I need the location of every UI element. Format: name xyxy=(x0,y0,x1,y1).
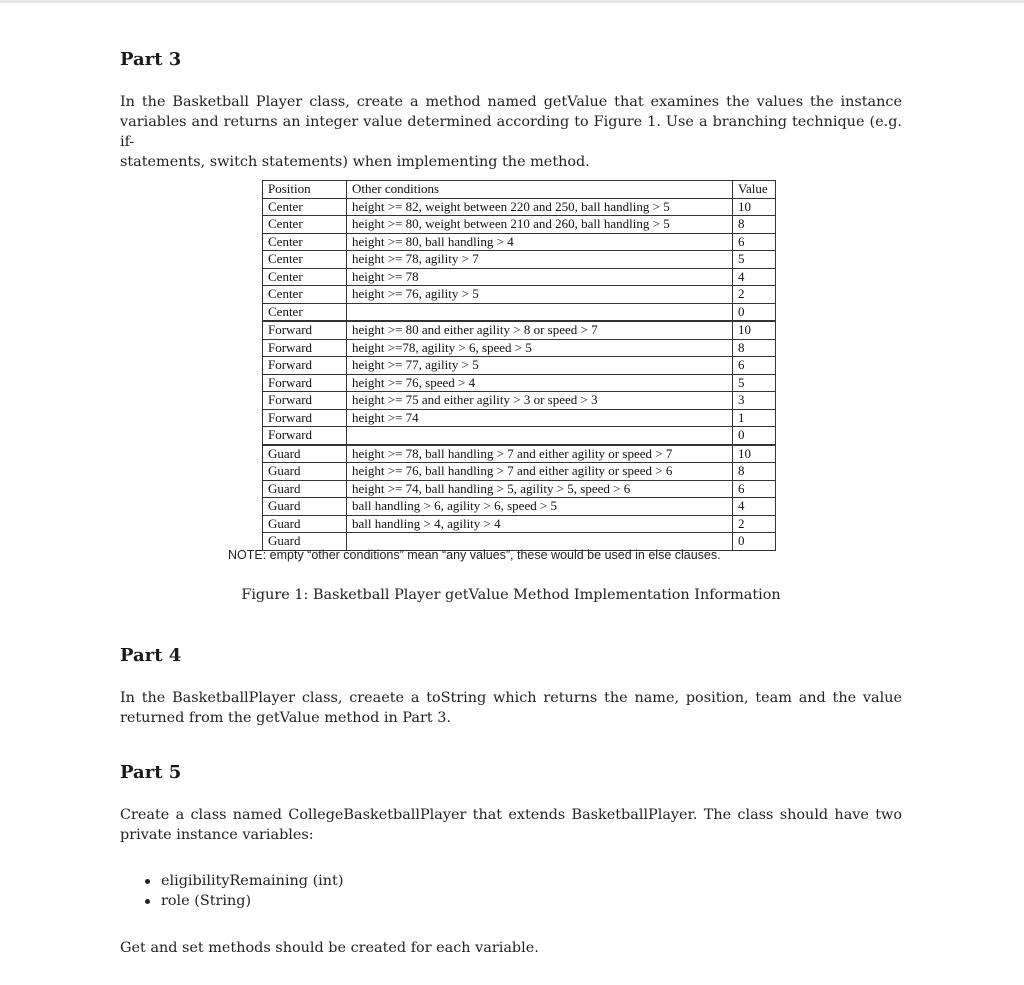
list-item-text: role (String) xyxy=(161,893,252,909)
bullet-icon xyxy=(145,899,150,904)
table-row xyxy=(263,233,776,251)
cell-value: 10 xyxy=(733,445,776,463)
cell-conditions: ball handling > 4, agility > 4 xyxy=(347,515,733,533)
cell-value: 2 xyxy=(733,515,776,533)
cell-value: 5 xyxy=(733,251,776,269)
cell-value: 3 xyxy=(733,392,776,410)
cell-position: Forward xyxy=(263,374,347,392)
cell-value: 0 xyxy=(733,533,776,551)
cell-value: 10 xyxy=(733,321,776,339)
table-row xyxy=(263,427,776,445)
cell-value: 5 xyxy=(733,374,776,392)
cell-position: Guard xyxy=(263,533,347,551)
cell-position: Guard xyxy=(263,463,347,481)
cell-conditions: height >= 74 xyxy=(347,409,733,427)
cell-position: Guard xyxy=(263,498,347,516)
cell-conditions: height >= 78, agility > 7 xyxy=(347,251,733,269)
part3-line-1: In the Basketball Player class, create a method named getValue that examines the values the instance xyxy=(120,94,902,110)
table-row xyxy=(263,216,776,234)
table-row xyxy=(263,515,776,533)
cell-value: 8 xyxy=(733,216,776,234)
cell-value: 8 xyxy=(733,463,776,481)
table-body xyxy=(263,198,776,550)
table-row xyxy=(263,409,776,427)
part5-closing-text: Get and set methods should be created for each variable. xyxy=(120,940,539,956)
table-row xyxy=(263,198,776,216)
cell-position: Forward xyxy=(263,392,347,410)
table-row xyxy=(263,498,776,516)
cell-position: Center xyxy=(263,268,347,286)
cell-conditions: height >= 76, ball handling > 7 and either agility or speed > 6 xyxy=(347,463,733,481)
cell-value: 0 xyxy=(733,303,776,321)
cell-position: Forward xyxy=(263,409,347,427)
table-row xyxy=(263,268,776,286)
table-row xyxy=(263,357,776,375)
cell-position: Forward xyxy=(263,321,347,339)
table-row xyxy=(263,445,776,463)
cell-conditions: height >= 80 and either agility > 8 or speed > 7 xyxy=(347,321,733,339)
cell-position: Forward xyxy=(263,357,347,375)
figure-note: NOTE: empty “other conditions” mean “any values”, these would be used in else clauses. xyxy=(228,548,721,562)
cell-conditions: height >= 82, weight between 220 and 250, ball handling > 5 xyxy=(347,198,733,216)
table-row xyxy=(263,463,776,481)
cell-conditions: height >=78, agility > 6, speed > 5 xyxy=(347,339,733,357)
part4-heading: Part 4 xyxy=(120,645,182,666)
figure-caption xyxy=(0,587,1024,603)
cell-conditions: height >= 75 and either agility > 3 or speed > 3 xyxy=(347,392,733,410)
table-row xyxy=(263,480,776,498)
getvalue-figure-table xyxy=(262,180,776,551)
cell-position: Forward xyxy=(263,427,347,445)
part5-heading: Part 5 xyxy=(120,762,182,783)
cell-value: 10 xyxy=(733,198,776,216)
instance-variable-list xyxy=(140,871,343,911)
figure-caption-text: Figure 1: Basketball Player getValue Method Implementation Information xyxy=(241,587,781,603)
cell-conditions: height >= 77, agility > 5 xyxy=(347,357,733,375)
cell-conditions: height >= 80, weight between 210 and 260, ball handling > 5 xyxy=(347,216,733,234)
page-top-border xyxy=(0,0,1024,3)
cell-value: 0 xyxy=(733,427,776,445)
cell-position: Forward xyxy=(263,339,347,357)
table-row xyxy=(263,321,776,339)
cell-conditions xyxy=(347,427,733,445)
cell-position: Center xyxy=(263,233,347,251)
cell-conditions xyxy=(347,303,733,321)
list-item xyxy=(140,891,343,911)
cell-position: Center xyxy=(263,303,347,321)
part3-line-3: statements, switch statements) when implementing the method. xyxy=(120,154,590,170)
table-row xyxy=(263,251,776,269)
part3-heading: Part 3 xyxy=(120,49,182,70)
cell-position: Guard xyxy=(263,515,347,533)
cell-conditions: ball handling > 6, agility > 6, speed > 5 xyxy=(347,498,733,516)
cell-value: 8 xyxy=(733,339,776,357)
table-row xyxy=(263,339,776,357)
header-value: Value xyxy=(733,181,776,199)
part5-closing xyxy=(120,938,902,958)
cell-position: Center xyxy=(263,286,347,304)
cell-conditions: height >= 78, ball handling > 7 and either agility or speed > 7 xyxy=(347,445,733,463)
header-other-conditions: Other conditions xyxy=(347,181,733,199)
part4-line-1: In the BasketballPlayer class, creaete a toString which returns the name, position, team and the value xyxy=(120,690,902,706)
list-item-text: eligibilityRemaining (int) xyxy=(161,873,344,889)
cell-conditions: height >= 76, speed > 4 xyxy=(347,374,733,392)
part3-line-2: variables and returns an integer value determined according to Figure 1. Use a branching technique (e.g. if- xyxy=(120,114,902,150)
cell-value: 2 xyxy=(733,286,776,304)
table-row xyxy=(263,303,776,321)
cell-conditions: height >= 80, ball handling > 4 xyxy=(347,233,733,251)
cell-position: Center xyxy=(263,216,347,234)
cell-conditions: height >= 74, ball handling > 5, agility > 5, speed > 6 xyxy=(347,480,733,498)
part5-line-1: Create a class named CollegeBasketballPlayer that extends BasketballPlayer. The class should have two xyxy=(120,807,902,823)
cell-position: Guard xyxy=(263,445,347,463)
part5-paragraph xyxy=(120,805,902,845)
table-row xyxy=(263,374,776,392)
cell-position: Center xyxy=(263,251,347,269)
table-row xyxy=(263,286,776,304)
part5-line-2: private instance variables: xyxy=(120,827,314,843)
cell-value: 4 xyxy=(733,498,776,516)
part3-paragraph xyxy=(120,92,902,172)
cell-position: Center xyxy=(263,198,347,216)
cell-value: 6 xyxy=(733,480,776,498)
part4-paragraph xyxy=(120,688,902,728)
part4-line-2: returned from the getValue method in Part 3. xyxy=(120,710,451,726)
cell-position: Guard xyxy=(263,480,347,498)
cell-value: 6 xyxy=(733,233,776,251)
table-header-row xyxy=(263,181,776,199)
cell-conditions: height >= 78 xyxy=(347,268,733,286)
cell-value: 1 xyxy=(733,409,776,427)
list-item xyxy=(140,871,343,891)
header-position: Position xyxy=(263,181,347,199)
cell-conditions: height >= 76, agility > 5 xyxy=(347,286,733,304)
cell-value: 6 xyxy=(733,357,776,375)
table-row xyxy=(263,392,776,410)
bullet-icon xyxy=(145,879,150,884)
cell-value: 4 xyxy=(733,268,776,286)
